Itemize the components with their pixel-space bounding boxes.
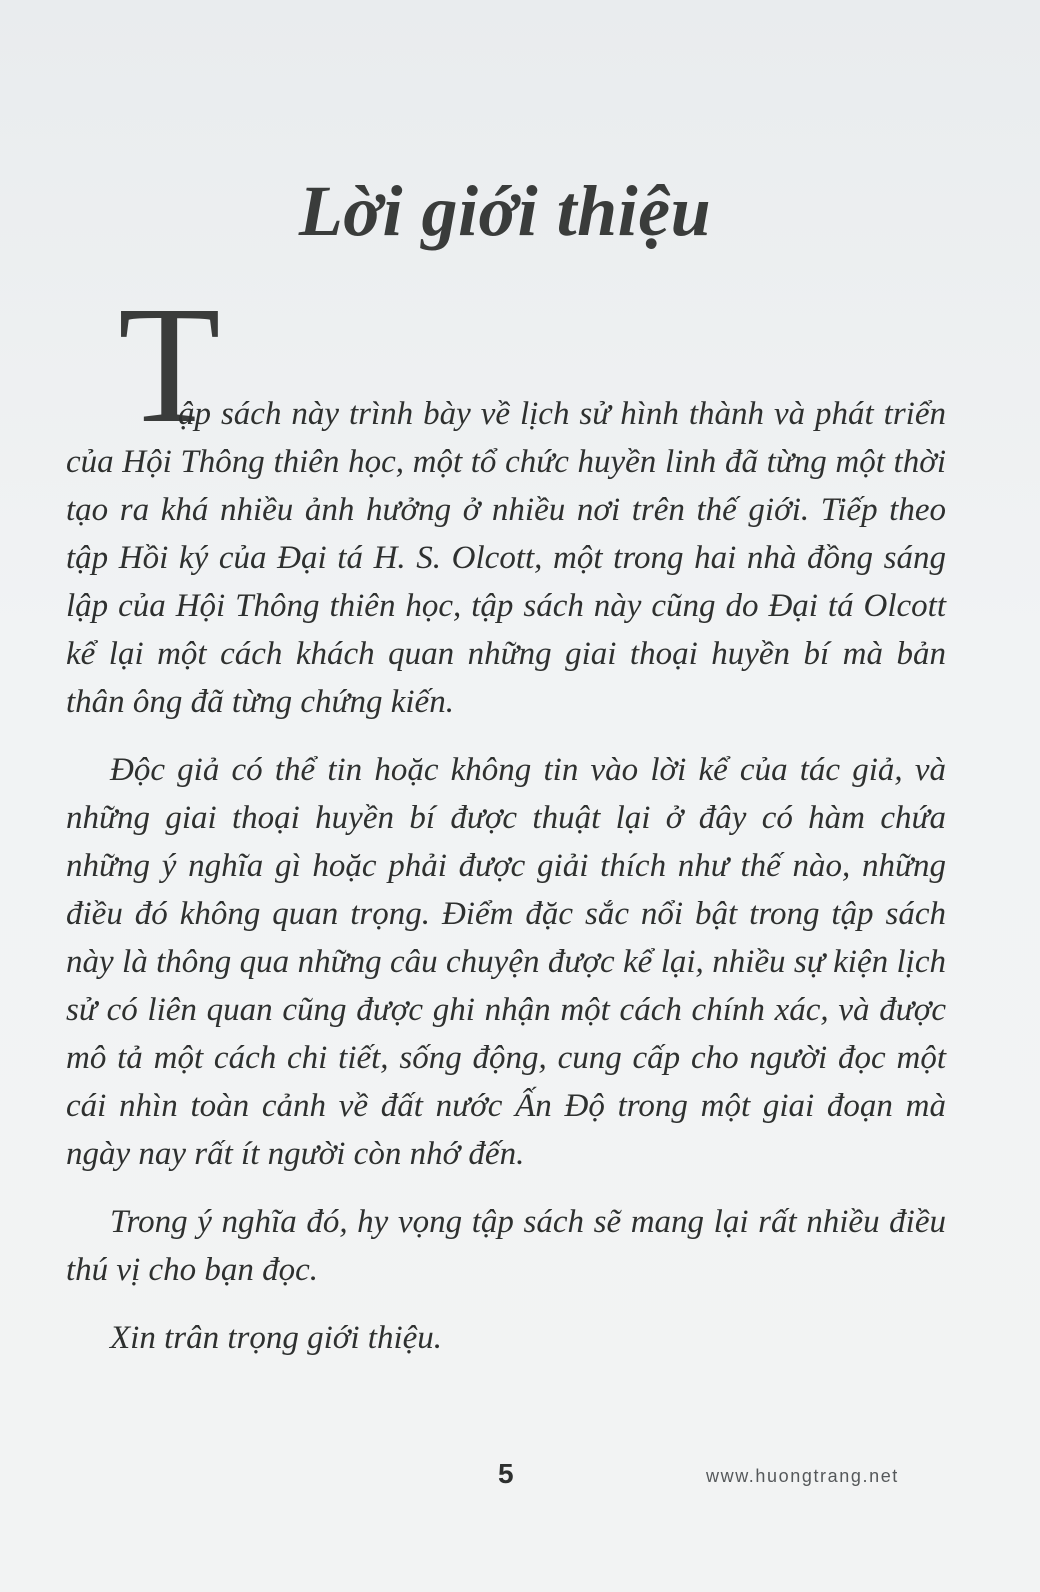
paragraph-2: Độc giả có thể tin hoặc không tin vào lời kể của tác giả, và những giai thoại huyền bí được thuật lại ở đây có hàm chứa những ý nghĩa gì hoặc phải được giải thích như thế nào, những điều đó không quan trọng. Điểm đặc sắc nổi bật trong tập sách này là thông qua những câu chuyện được kể lại, nhiều sự kiện lịch sử có liên quan cũng được ghi nhận một cách chính xác, và được mô tả một cách chi tiết, sống động, cung cấp cho người đọc một cái nhìn toàn cảnh về đất nước Ấn Độ trong một giai đoạn mà ngày nay rất ít người còn nhớ đến.: [66, 752, 946, 1172]
paragraph-1-first-line: ập sách này trình bày về lịch sử hình thành và phát: [178, 396, 874, 432]
page-number: 5: [498, 1458, 514, 1489]
paragraph-4: Xin trân trọng giới thiệu.: [110, 1320, 443, 1356]
drop-cap: T: [118, 272, 221, 458]
body-text: [66, 390, 946, 1362]
paragraph-1-rest: triển của Hội Thông thiên học, một tổ chức huyền linh đã từng một thời tạo ra khá nhiều ảnh hưởng ở nhiều nơi trên thế giới. Tiếp theo tập Hồi ký của Đại tá H. S. Olcott, một trong hai nhà đồng sáng lập của Hội Thông thiên học, tập sách này cũng do Đại tá Olcott kể lại một cách khách quan những giai thoại huyền bí mà bản thân ông đã từng chứng kiến.: [66, 396, 946, 720]
footer-website: www.huongtrang.net: [706, 1466, 899, 1486]
page-title: Lời giới thiệu: [298, 171, 712, 251]
paragraph-3: Trong ý nghĩa đó, hy vọng tập sách sẽ mang lại rất nhiều điều thú vị cho bạn đọc.: [66, 1204, 946, 1288]
paragraph-1: [66, 390, 946, 726]
